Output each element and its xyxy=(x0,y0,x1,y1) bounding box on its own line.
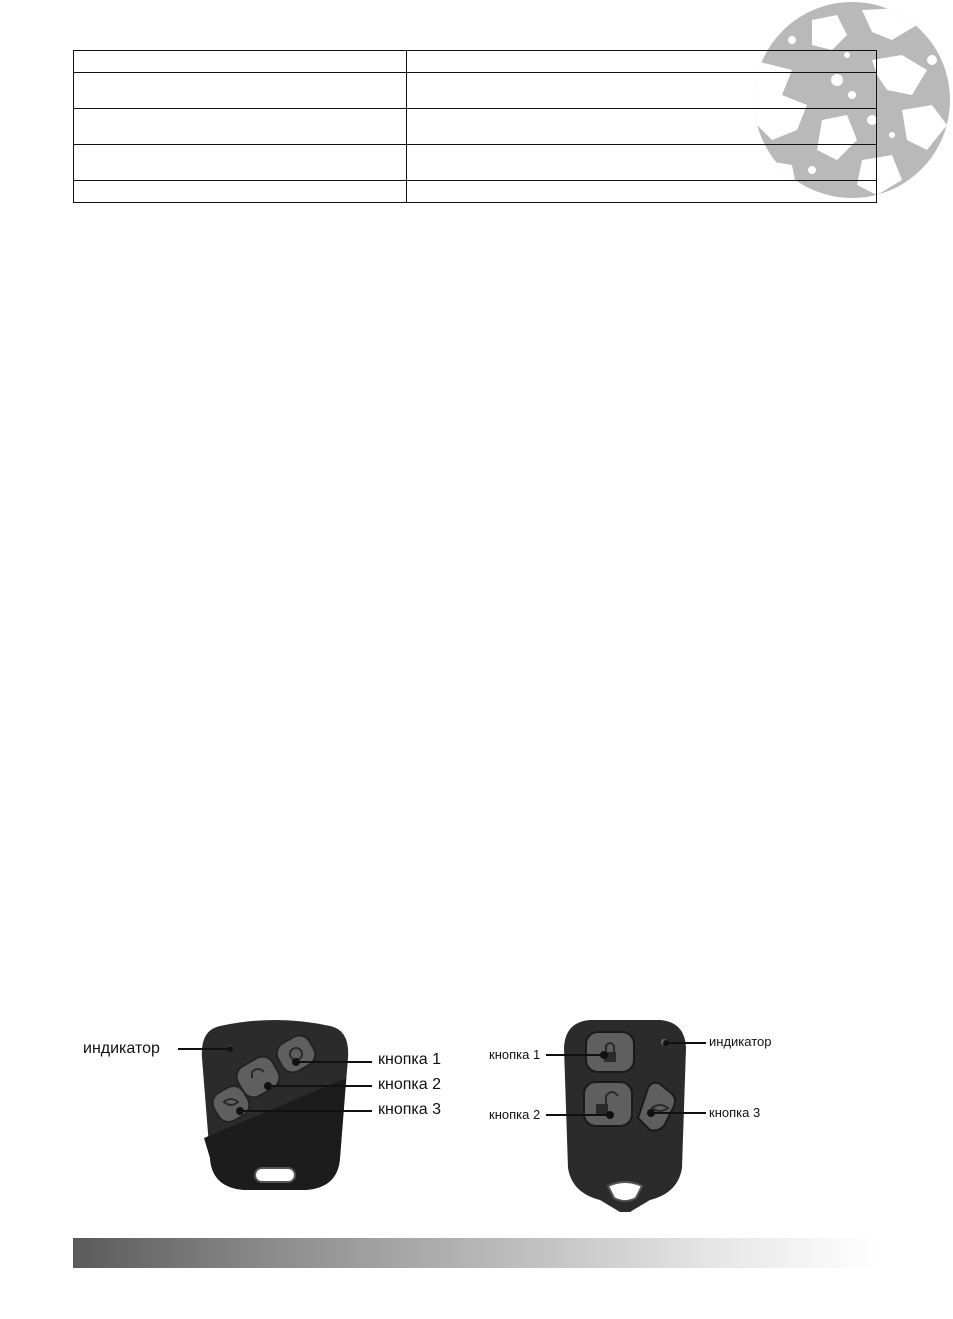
table-cell xyxy=(74,145,407,181)
remote2-button1-label: кнопка 1 xyxy=(489,1047,541,1062)
table-cell xyxy=(74,181,407,203)
table-row xyxy=(74,109,877,145)
button-2[interactable] xyxy=(584,1082,632,1126)
table-cell xyxy=(407,145,877,181)
unlock-icon xyxy=(596,1104,608,1114)
table-cell xyxy=(74,109,407,145)
indicator-led-icon xyxy=(227,1045,233,1051)
table-row xyxy=(74,181,877,203)
table-row xyxy=(74,145,877,181)
table-cell xyxy=(74,73,407,109)
table-row xyxy=(74,73,877,109)
indicator-led-icon xyxy=(661,1039,667,1045)
table-row xyxy=(74,51,877,73)
remote2-indicator-label: индикатор xyxy=(709,1034,772,1049)
footer-gradient-bar xyxy=(73,1238,877,1268)
table-cell xyxy=(407,73,877,109)
table-cell xyxy=(74,51,407,73)
remote1-button3-label: кнопка 3 xyxy=(378,1101,441,1118)
remote2-button3-label: кнопка 3 xyxy=(709,1105,761,1120)
remote1-button1-label: кнопка 1 xyxy=(378,1051,441,1068)
table-cell xyxy=(407,51,877,73)
table-cell xyxy=(407,181,877,203)
remote2-button2-label: кнопка 2 xyxy=(489,1107,541,1122)
remote1-button2-label: кнопка 2 xyxy=(378,1076,441,1093)
spec-table xyxy=(73,50,877,203)
remote-keyfob-2 xyxy=(560,1018,690,1214)
remote-keyfob-1 xyxy=(200,1018,350,1198)
lock-icon xyxy=(604,1052,616,1062)
table-cell xyxy=(407,109,877,145)
button-1[interactable] xyxy=(586,1032,634,1072)
remote1-indicator-label: индикатор xyxy=(83,1040,160,1057)
